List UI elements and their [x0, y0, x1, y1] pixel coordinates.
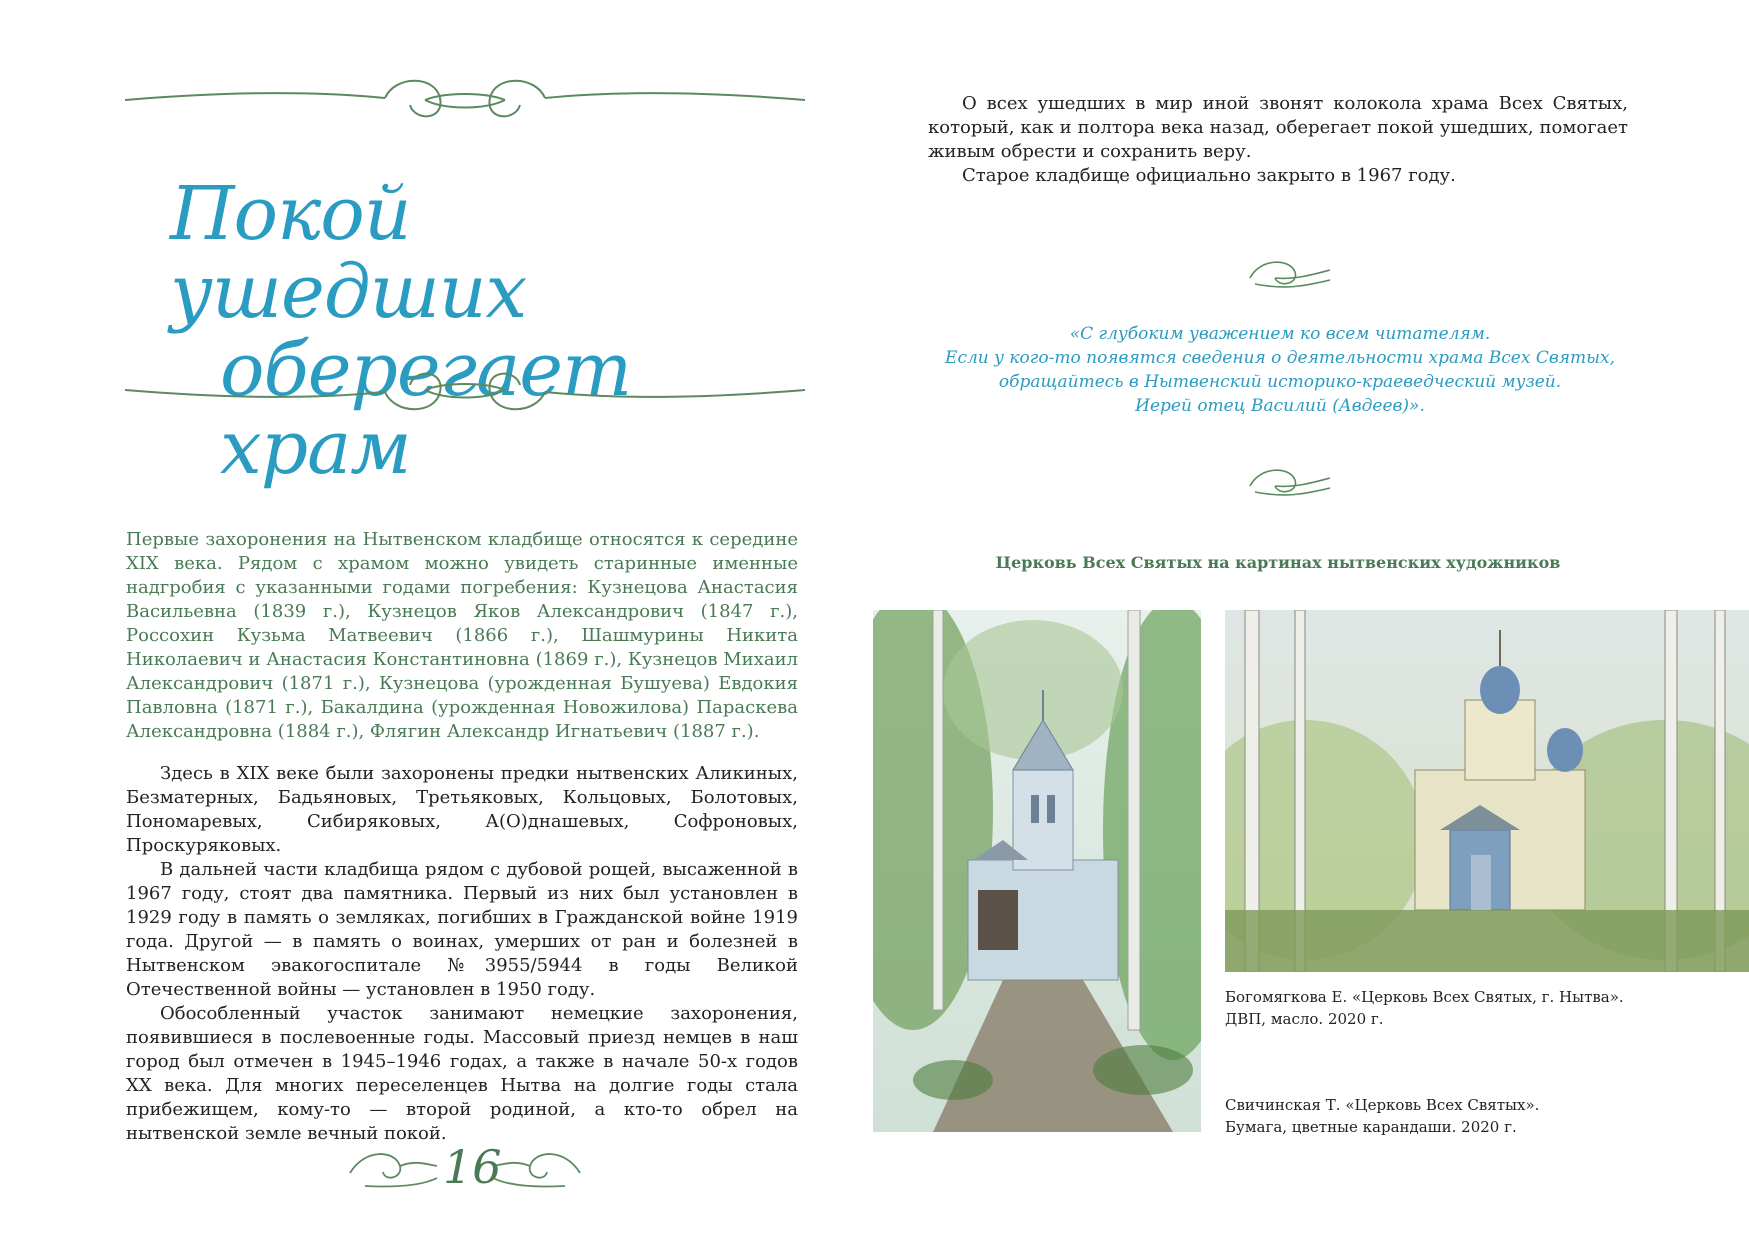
- cemetery-closed-paragraph: Старое кладбище официально закрыто в 1967 году.: [962, 165, 1456, 186]
- quote-bottom-ornament: [1245, 458, 1335, 502]
- church-pencil-drawing: [873, 610, 1201, 1132]
- quote-top-ornament: [1245, 250, 1335, 294]
- right-intro: [928, 92, 1628, 188]
- quote-line-4: Иерей отец Василий (Авдеев)».: [1135, 396, 1425, 416]
- caption-2-line-1: Свичинская Т. «Церковь Всех Святых».: [1225, 1096, 1540, 1114]
- gallery-title: Церковь Всех Святых на картинах нытвенских художников: [995, 553, 1561, 572]
- caption-1-line-1: Богомягкова Е. «Церковь Всех Святых, г. Нытва».: [1225, 988, 1624, 1006]
- caption-pencil-drawing: [1225, 1094, 1645, 1138]
- quote-line-3: обращайтесь в Нытвенский историко-краеведческий музей.: [998, 372, 1562, 392]
- top-ornament: [125, 70, 805, 130]
- quote-line-1: «С глубоким уважением ко всем читателям.: [1069, 324, 1491, 344]
- bells-paragraph: О всех ушедших в мир иной звонят колокола храма Всех Святых, который, как и полтора века назад, оберегает покой ушедших, помогает живым обрести и сохранить веру.: [928, 93, 1628, 162]
- quote-line-2: Если у кого-то появятся сведения о деятельности храма Всех Святых,: [945, 348, 1615, 368]
- page-title: [170, 171, 730, 491]
- title-line-2: оберегает храм: [220, 327, 632, 491]
- caption-1-line-2: ДВП, масло. 2020 г.: [1225, 1010, 1384, 1028]
- intro-paragraph: Первые захоронения на Нытвенском кладбище относятся к середине XIX века. Рядом с храмом можно увидеть старинные именные надгробия с указанными годами погребения: Кузнецова Анастасия Васильевна (1839 г.), Кузнецов Яков Александрович (1847 г.), Россохин Кузьма Матвеевич (1866 г.), Шашмурины Никита Николаевич и Анастасия Константиновна (1869 г.), Кузнецов Михаил Александрович (1871 г.), Кузнецова (урожденная Бушуева) Евдокия Павловна (1871 г.), Бакалдина (урожденная Новожилова) Параскева Александровна (1884 г.), Флягин Александр Игнатьевич (1887 г.).: [126, 529, 798, 742]
- priest-quote: [930, 322, 1630, 418]
- monuments-paragraph: В дальней части кладбища рядом с дубовой рощей, высаженной в 1967 году, стоят два памятника. Первый из них был установлен в 1929 году в память о земляках, погибших в Гражданской войне 1919 года. Другой — в память о воинах, умерших от ран и болезней в Нытвенском эвакогоспитале №3955/5944 в годы Великой Отечественной войны — установлен в 1950 году.: [126, 859, 798, 1000]
- page-number: 16: [443, 1140, 502, 1194]
- title-bottom-ornament: [125, 360, 805, 420]
- ancestors-paragraph: Здесь в XIX веке были захоронены предки нытвенских Аликиных, Безматерных, Бадьяновых, Третьяковых, Кольцовых, Болотовых, Пономаревых, Сибиряковых, А(О)днашевых, Софроновых, Проскуряковых.: [126, 763, 798, 856]
- caption-oil-painting: [1225, 986, 1645, 1030]
- church-oil-painting: [1225, 610, 1749, 972]
- german-graves-paragraph: Обособленный участок занимают немецкие захоронения, появившиеся в послевоенные годы. Массовый приезд немцев в наш город был отмечен в 1945–1946 годах, а также в начале 50-х годов XX века. Для многих переселенцев Нытва на долгие годы стала прибежищем, кому-то — второй родиной, а кто-то обрел на нытвенской земле вечный покой.: [126, 1003, 798, 1144]
- caption-2-line-2: Бумага, цветные карандаши. 2020 г.: [1225, 1118, 1517, 1136]
- title-line-1: Покой ушедших: [170, 171, 527, 335]
